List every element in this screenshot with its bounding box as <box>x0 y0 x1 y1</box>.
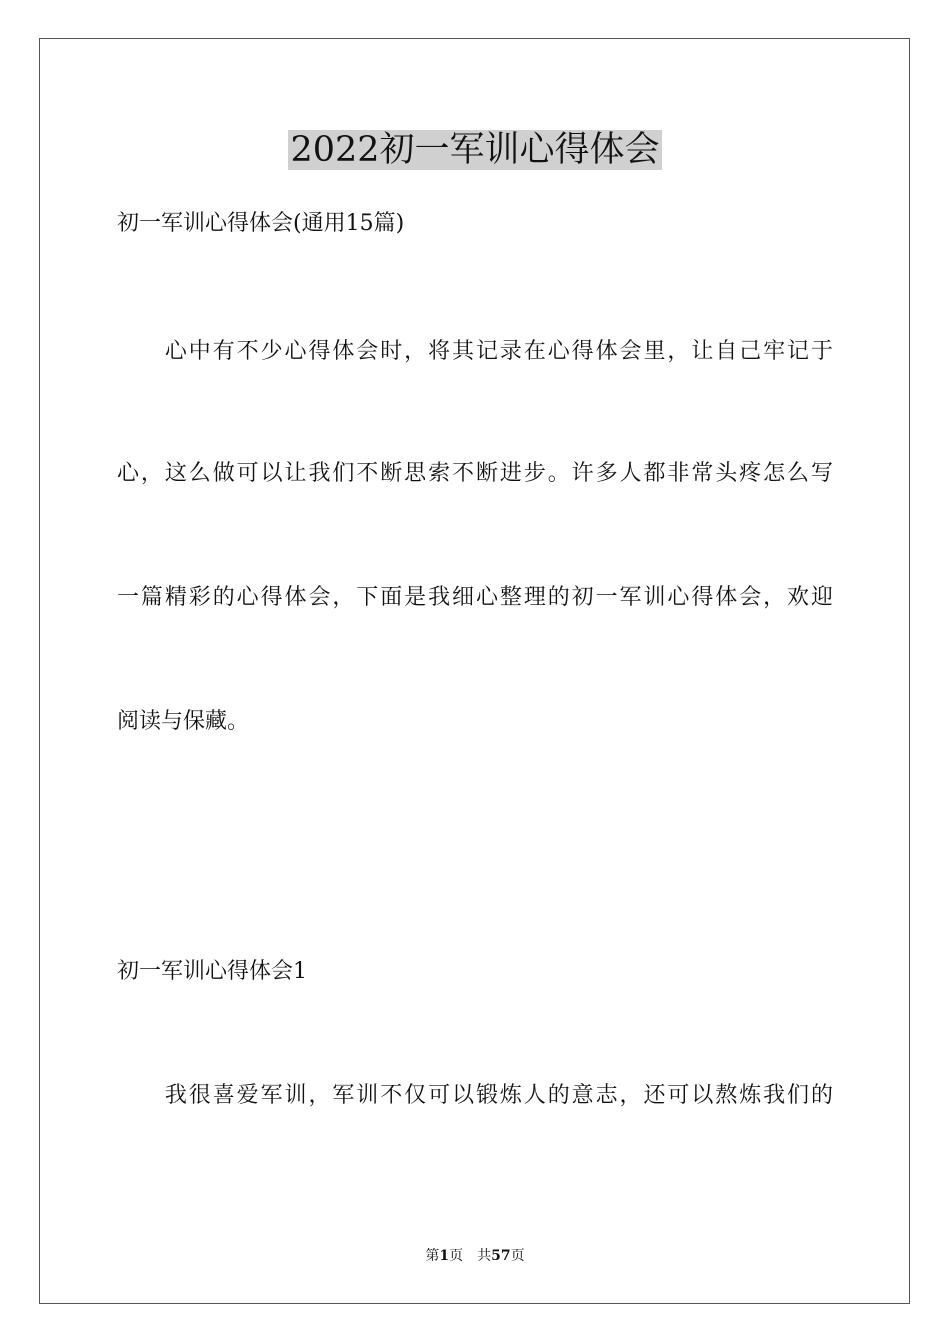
footer-page-suffix: 页 <box>510 1248 525 1264</box>
title-text: 2022初一军训心得体会 <box>290 130 660 170</box>
document-subtitle: 初一军训心得体会(通用15篇) <box>117 211 405 236</box>
page-footer <box>0 1247 950 1265</box>
intro-line-1: 心中有不少心得体会时，将其记录在心得体会里，让自己牢记于 <box>117 339 833 364</box>
section-heading: 初一军训心得体会1 <box>117 959 307 984</box>
intro-line-3: 一篇精彩的心得体会，下面是我细心整理的初一军训心得体会，欢迎 <box>117 585 833 610</box>
footer-page-prefix: 第 <box>425 1248 440 1264</box>
document-title <box>0 126 950 174</box>
footer-page-mid: 页 共 <box>449 1248 492 1264</box>
footer-page-number: 1 <box>439 1248 450 1264</box>
footer-page-total: 57 <box>491 1248 511 1264</box>
intro-line-4: 阅读与保藏。 <box>117 709 250 734</box>
intro-line-2: 心，这么做可以让我们不断思索不断进步。许多人都非常头疼怎么写 <box>117 461 833 486</box>
section-line-1: 我很喜爱军训，军训不仅可以锻炼人的意志，还可以熬炼我们的 <box>117 1083 833 1108</box>
